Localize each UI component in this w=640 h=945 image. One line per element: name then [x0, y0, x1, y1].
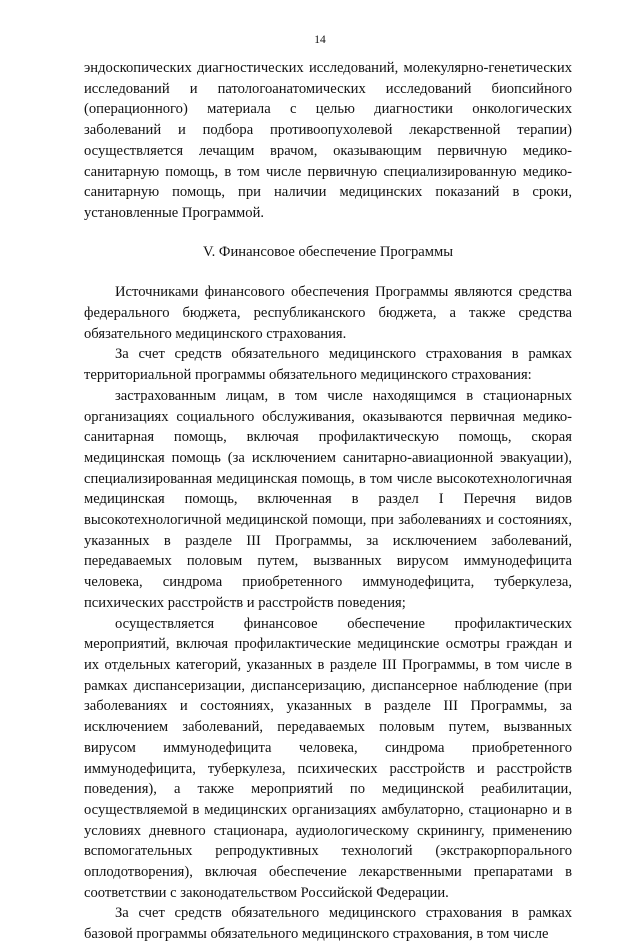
- paragraph-preventive-measures: осуществляется финансовое обеспечение профилактических мероприятий, включая профилактические медицинские осмотры граждан и их отдельных категорий, указанных в разделе III Программы, в том числе в рамках диспансеризации, диспансеризацию, диспансерное наблюдение (при заболеваниях и состояниях, указанных в разделе III Программы, за исключением заболеваний, передаваемых половым путем, вызванных вирусом иммунодефицита человека, синдрома приобретенного иммунодефицита, туберкулеза, психических расстройств и расстройств поведения), а также мероприятий по медицинской реабилитации, осуществляемой в медицинских организациях амбулаторно, стационарно и в условиях дневного стационара, аудиологическому скринингу, применению вспомогательных репродуктивных технологий (экстракорпорального оплодотворения), включая обеспечение лекарственными препаратами в соответствии с законодательством Российской Федерации.: [84, 615, 572, 901]
- paragraph-funding-sources: Источниками финансового обеспечения Программы являются средства федерального бюджета, республиканского бюджета, а также средства обязательного медицинского страхования.: [84, 284, 572, 342]
- paragraph-insured-persons: застрахованным лицам, в том числе находящимся в стационарных организациях социального обслуживания, оказываются первичная медико-санитарная помощь, включая профилактическую помощь, скорая медицинская помощь (за исключением санитарно-авиационной эвакуации), специализированная медицинская помощь, в том числе высокотехнологичная медицинская помощь, включенная в раздел I Перечня видов высокотехнологичной медицинской помощи, при заболеваниях и состояниях, указанных в разделе III Программы, за исключением заболеваний, передаваемых половым путем, вызванных вирусом иммунодефицита человека, синдрома приобретенного иммунодефицита, туберкулеза, психических расстройств и расстройств поведения;: [84, 387, 572, 611]
- paragraph-territorial-program: За счет средств обязательного медицинского страхования в рамках территориальной программы обязательного медицинского страхования:: [84, 346, 572, 384]
- paragraph-basic-program: За счет средств обязательного медицинского страхования в рамках базовой программы обязательного медицинского страхования, в том числе: [84, 905, 572, 943]
- document-body: [84, 58, 572, 945]
- section-heading: V. Финансовое обеспечение Программы: [202, 243, 454, 260]
- paragraph-continued: эндоскопических диагностических исследований, молекулярно-генетических исследований и патологоанатомических исследований биопсийного (операционного) материала с целью диагностики онкологических заболеваний и подбора противоопухолевой лекарственной терапии) осуществляется лечащим врачом, оказывающим первичную медико-санитарную помощь, в том числе первичную специализированную медико-санитарную помощь, при наличии медицинских показаний в сроки, установленные Программой.: [84, 60, 572, 221]
- page-number: 14: [314, 34, 326, 46]
